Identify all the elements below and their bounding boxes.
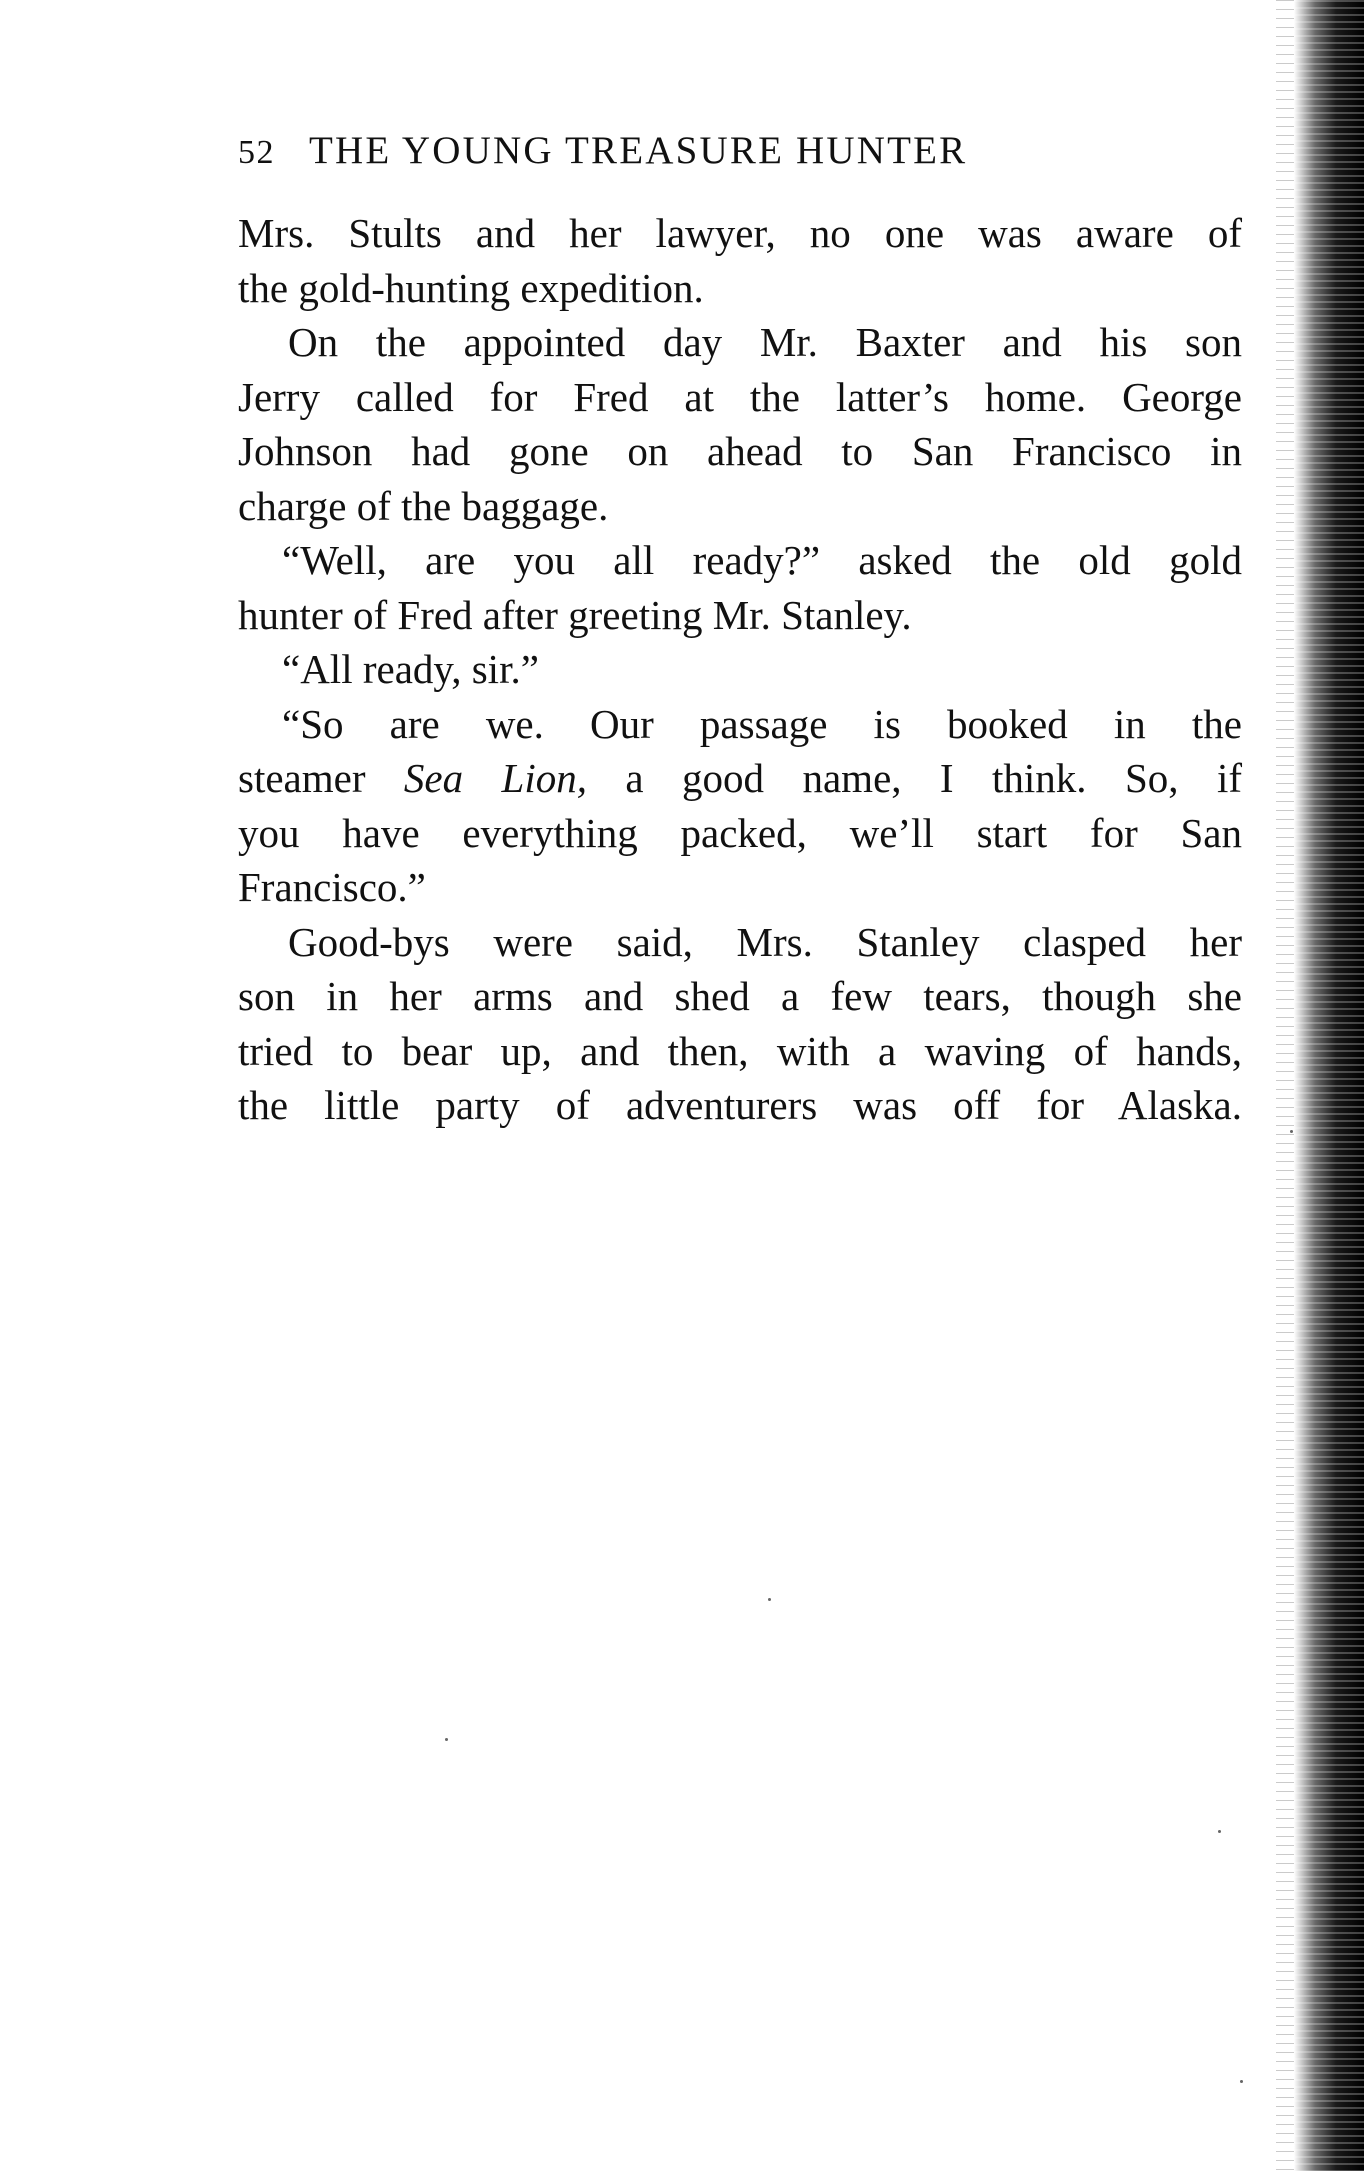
scan-speck: [1290, 1130, 1293, 1133]
text-line: Good-bys were said, Mrs. Stanley clasped her: [288, 918, 1242, 965]
text-line: [238, 751, 1242, 806]
text-line: “So are we. Our passage is booked in the: [282, 700, 1242, 747]
scan-speck: [1240, 2080, 1243, 2083]
text-line: you have everything packed, we’ll start for San: [238, 809, 1242, 856]
text-fragment: steamer: [238, 755, 404, 801]
text-line: “All ready, sir.”: [282, 646, 539, 692]
text-line: Francisco.”: [238, 864, 426, 910]
text-line: tried to bear up, and then, with a waving of hands,: [238, 1027, 1242, 1074]
text-line: the little party of adventurers was off for Alaska.: [238, 1082, 1242, 1128]
ship-name: Sea Lion,: [403, 755, 587, 801]
text-line: son in her arms and shed a few tears, though she: [238, 973, 1242, 1019]
scan-speck: [445, 1738, 448, 1741]
text-line: the gold-hunting expedition.: [238, 264, 704, 311]
running-header: [238, 128, 1148, 178]
text-line: Mrs. Stults and her lawyer, no one was aware of: [238, 210, 1242, 256]
scan-speck: [768, 1598, 771, 1601]
text-line: charge of the baggage.: [238, 482, 609, 529]
text-line: “Well, are you all ready?” asked the old gold: [282, 537, 1242, 583]
text-line: On the appointed day Mr. Baxter and his son: [288, 319, 1242, 365]
page-number: 52: [238, 134, 275, 171]
text-fragment: a good name, I think. So, if: [587, 755, 1242, 801]
binding-edge: [1294, 0, 1364, 2171]
text-line: Johnson had gone on ahead to San Francisco in: [238, 428, 1242, 474]
scan-speck: [1218, 1830, 1221, 1833]
text-line: hunter of Fred after greeting Mr. Stanley.: [238, 591, 912, 638]
text-line: Jerry called for Fred at the latter’s home. George: [238, 373, 1242, 420]
running-title: THE YOUNG TREASURE HUNTER: [309, 129, 968, 172]
body-text: [238, 206, 1242, 1133]
